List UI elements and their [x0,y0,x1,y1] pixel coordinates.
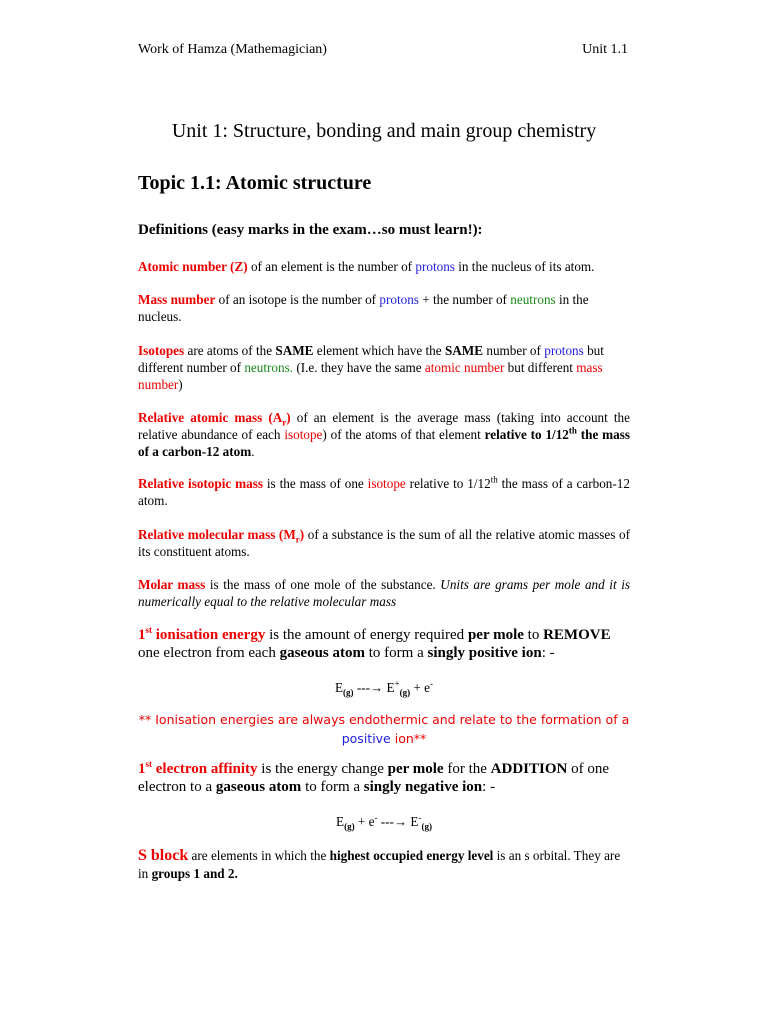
text: are atoms of the [184,343,276,358]
term-isotopes: Isotopes [138,343,185,358]
term-text: Relative atomic mass (A [138,410,283,425]
term-relative-atomic-mass [138,410,291,428]
text: is the energy change [257,761,388,777]
eq-text: ---→ E [353,680,395,695]
term-mass-number: Mass number [138,292,216,307]
def-ionisation-energy [138,626,630,662]
eq-text: E [336,814,345,829]
subscript: (g) [399,687,411,698]
word-atomic-number: atomic number [424,360,505,375]
emphasis-same: SAME [444,343,484,358]
term-text: ionisation energy [152,627,266,643]
italic-note: Units are grams per mole and it is numerically equal to the relative molecular mass [138,577,630,609]
term-text: 1 [138,627,146,643]
bold-phrase: per mole [467,627,524,643]
text: is the mass of one [263,476,368,491]
term-atomic-number: Atomic number (Z) [138,259,248,274]
topic-heading: Topic 1.1: Atomic structure [138,172,372,194]
bold-phrase: groups 1 and 2. [151,866,238,881]
word-neutrons: neutrons. [244,360,294,375]
text: to [523,627,544,643]
term-s-block: S block [138,847,189,864]
subscript: (g) [344,821,355,832]
superscript: - [418,812,422,823]
text: but different number of [138,343,604,375]
def-atomic-number [138,258,630,275]
word-neutrons: neutrons [510,292,556,307]
def-relative-molecular-mass [138,526,630,560]
word-protons: protons [415,259,455,274]
bold-phrase: gaseous atom [279,645,366,661]
subscript: r [282,417,287,428]
eq-text: ---→ E [377,814,419,829]
text: in the nucleus of its atom. [454,259,595,274]
text: . [251,444,255,459]
superscript: st [145,625,152,635]
word-protons: protons [544,343,584,358]
text: the mass of a carbon-12 atom [138,427,630,459]
term-text: Relative molecular mass (M [138,527,296,542]
text: of an isotope is the number of [215,292,380,307]
text: : - [541,645,555,661]
subscript: (g) [421,821,432,832]
term-text: 1 [138,761,146,777]
text: the mass of a carbon-12 atom. [138,476,630,508]
word-isotope: isotope [367,476,406,491]
word-mass-number: mass number [138,360,603,392]
term-relative-isotopic-mass: Relative isotopic mass [138,476,263,491]
header-unit: Unit 1.1 [582,42,628,57]
def-mass-number [138,291,630,325]
text: of one electron to a [138,761,610,795]
superscript: st [145,759,152,769]
equation-ionisation [138,678,630,697]
superscript: - [374,812,378,823]
def-relative-atomic-mass [138,409,630,460]
term-text: electron affinity [152,761,258,777]
def-electron-affinity [138,760,630,796]
ionisation-note [138,710,630,748]
term-text: ) [286,410,291,425]
subscript: r [295,534,300,545]
header-author: Work of Hamza (Mathemagician) [138,42,327,57]
eq-text: + e [354,814,375,829]
bold-phrase: singly negative ion [363,779,483,795]
eq-text: E [334,680,344,695]
text: of an element is the average mass (taking into account the relative abundance of each [138,410,630,442]
text: of an element is the number of [247,259,416,274]
text: number of [483,343,545,358]
text: ion** [390,731,427,746]
superscript: th [490,474,498,485]
word-isotope: isotope [284,427,323,442]
def-s-block [138,847,630,883]
superscript: - [430,678,434,689]
term-electron-affinity [138,761,258,777]
bold-phrase: gaseous atom [215,779,302,795]
text: but different [504,360,577,375]
def-relative-isotopic-mass [138,475,630,509]
document-title: Unit 1: Structure, bonding and main group chemistry [171,120,597,142]
word-protons: protons [379,292,419,307]
def-isotopes [138,342,630,393]
term-text: ) [299,527,305,542]
eq-text: + e [410,680,431,695]
text: ) of the atoms of that element [322,427,485,442]
text: one electron from each [138,645,280,661]
emphasis-same: SAME [275,343,314,358]
definitions-heading: Definitions (easy marks in the exam…so must learn!): [138,222,483,238]
text: (I.e. they have the same [293,360,425,375]
text: of a substance is the sum of all the relative atomic masses of its constituent atoms. [138,527,631,559]
text: : - [482,779,496,795]
text: ** Ionisation energies are always endothermic and relate to the formation of a [138,712,630,727]
term-relative-molecular-mass [138,527,305,545]
def-molar-mass [138,576,630,610]
superscript: th [568,425,577,436]
text: + the number of [418,292,511,307]
text: is the mass of one mole of the substance. [205,577,441,592]
bold-phrase: ADDITION [490,761,568,777]
text: relative to 1/12 [405,476,491,491]
bold-phrase: highest occupied energy level [329,848,494,863]
text: is an s orbital. They are in [138,848,621,881]
equation-electron-affinity [138,812,630,831]
text: in the nucleus. [138,292,589,324]
text: ) [178,377,183,392]
word-positive: positive [341,731,391,746]
bold-phrase: singly positive ion [427,645,542,661]
term-molar-mass: Molar mass [138,577,206,592]
superscript: + [394,678,400,689]
bold-phrase: per mole [387,761,444,777]
bold-phrase: REMOVE [543,627,611,643]
text: to form a [365,645,428,661]
text: relative to 1/12 [484,427,569,442]
subscript: (g) [343,687,354,698]
text: for the [443,761,491,777]
text: element which have the [313,343,445,358]
term-ionisation-energy [138,627,265,643]
text: to form a [301,779,364,795]
text: is the amount of energy required [265,627,468,643]
text: are elements in which the [188,848,330,863]
